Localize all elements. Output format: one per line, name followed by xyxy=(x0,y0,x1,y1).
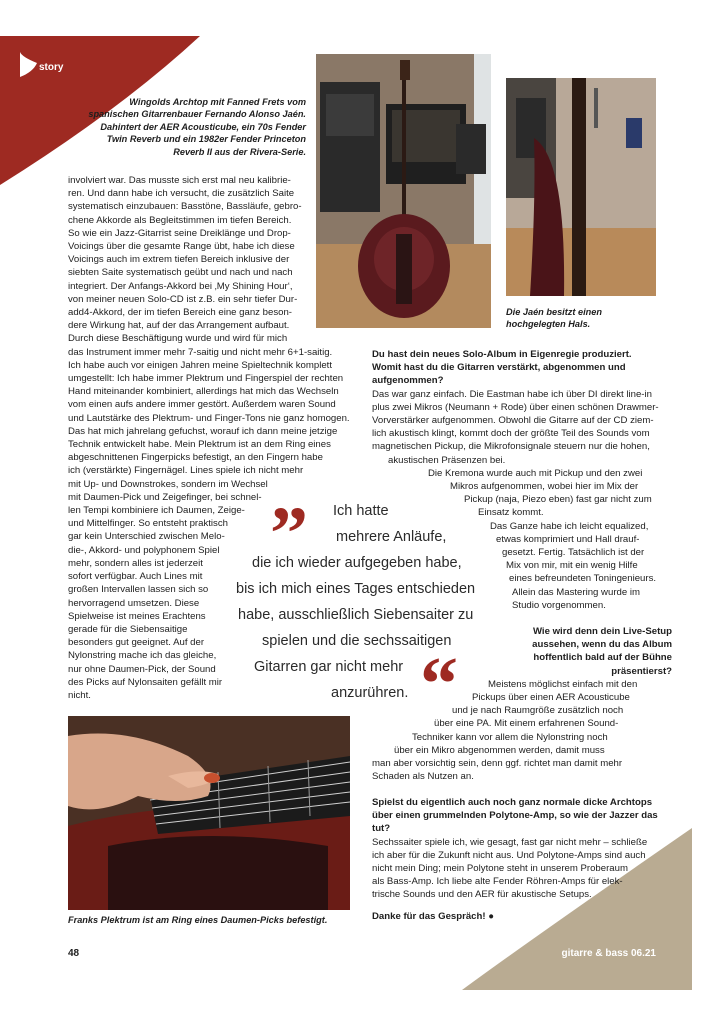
text-line: ren. Und dann habe ich versucht, die zusätzlich Saite xyxy=(68,188,295,200)
text-line: Die Kremona wurde auch mit Pickup und den zwei xyxy=(428,467,643,479)
text-line: Sechssaiter spiele ich, wie gesagt, fast gar nicht mehr – schließe xyxy=(372,836,648,848)
text-line: lich akustisch klingt, kommt doch der größte Teil des Sounds vom xyxy=(372,428,650,440)
caption-side: Die Jaén besitzt einen hochgelegten Hals. xyxy=(506,307,602,330)
question-line: hoffentlich bald auf der Bühne xyxy=(533,652,672,664)
caption-bottom: Franks Plektrum ist am Ring eines Daumen-Picks befestigt. xyxy=(68,915,328,925)
text-line: von meiner neuen Solo-CD ist z.B. ein sehr tiefer Dur- xyxy=(68,293,298,305)
text-line: nur ohne Daumen-Pick, der Sound xyxy=(68,663,216,675)
text-line: abgeschnittenen Fingerpicks befestigt, an den Fingern habe xyxy=(68,452,323,464)
quote-line: Ich hatte xyxy=(333,503,389,519)
quote-line: bis ich mich eines Tages entschieden xyxy=(236,581,476,597)
text-line: Voicings auch im extrem tiefen Bereich inklusive der xyxy=(68,254,290,266)
section-label: story xyxy=(39,62,64,73)
text-line: Spielweise ist meines Erachtens xyxy=(68,610,206,622)
text-line: systematisch einzubauen: Basstöne, Bassläufe, gebro- xyxy=(68,201,302,213)
text-line: vom einen aufs andere immer gestört. Außerdem waren Sound xyxy=(68,399,336,411)
text-line: Einsatz kommt. xyxy=(478,507,544,519)
text-line: und je nach Raumgröße zusätzlich noch xyxy=(452,705,624,717)
text-line: eines befreundeten Toningenieurs. xyxy=(509,573,657,585)
question-line: Spielst du eigentlich auch noch ganz normale dicke Archtops xyxy=(372,797,653,808)
text-line: und Mittelfinger. So entsteht praktisch xyxy=(68,518,228,530)
text-line: chene Akkorde als Begleitstimmen im tiefen Bereich. xyxy=(68,214,292,226)
text-line: Nylonstring mache ich das gleiche, xyxy=(68,650,217,662)
text-line: umgestellt: Ich habe immer Plektrum und Fingerspiel der rechten xyxy=(68,373,344,385)
text-line: des Picks auf Nylonsaiten gefällt mir xyxy=(68,676,223,688)
quote-line: die ich wieder aufgegeben habe, xyxy=(252,555,462,571)
question-line: aussehen, wenn du das Album xyxy=(532,639,672,651)
text-line: als Bass-Amp. Ich liebe alte Fender Röhren-Amps für elek- xyxy=(372,876,623,888)
question-line: tut? xyxy=(372,823,391,835)
text-line: len Tempi kombiniere ich Daumen, Zeige- xyxy=(68,505,245,517)
text-line: etwas komprimiert und Hall drauf- xyxy=(496,533,640,545)
text-line: nicht. xyxy=(68,689,91,701)
text-line: nicht mein Ding; mein Polytone steht in unserem Proberaum xyxy=(372,863,628,875)
text-line: Techniker kann vor allem die Nylonstring noch xyxy=(412,731,608,743)
text-line: ich (verstärkte) Fingernägel. Lines spiele ich nicht mehr xyxy=(68,465,304,477)
text-line: das Instrument immer mehr 7-saitig und nicht mehr 6+1-saitig. xyxy=(68,346,333,358)
quote-line: mehrere Anläufe, xyxy=(336,529,447,545)
text-line: mehr, sondern alles ist jederzeit xyxy=(68,557,203,569)
text-line: Technik entwickelt habe. Mein Plektrum ist an dem Ring eines xyxy=(68,439,331,451)
text-line: Voicings über die gesamte Range übt, habe ich diese xyxy=(68,241,295,253)
quote-open-mark: ” xyxy=(270,492,308,576)
text-line: ich aber für die Zukunft nicht aus. Und Polytone-Amps sind auch xyxy=(372,849,646,861)
text-line: Das hat mich jahrelang gefuchst, worauf ich dann meine jetzige xyxy=(68,425,338,437)
text-line: besonders gut geeignet. Auf der xyxy=(68,637,205,649)
text-line: mit Daumen-Pick und Zeigefinger, bei schnel- xyxy=(68,491,262,503)
text-line: add4-Akkord, der im tiefen Bereich eine ganz beson- xyxy=(68,307,292,319)
text-line: Das Ganze habe ich leicht equalized, xyxy=(490,520,649,532)
text-line: Vorverstärker aufgenommen. Obwohl die Gitarre auf der CD ziem- xyxy=(372,415,654,427)
text-line: mit Up- und Downstrokes, sondern im Wechsel xyxy=(68,478,268,490)
photo-hand-pick xyxy=(68,716,350,910)
text-line: Schaden als Nutzen an. xyxy=(372,771,474,783)
quote-line: habe, ausschließlich Siebensaiter zu xyxy=(238,607,474,623)
text-line: über ein Mikro abgenommen werden, damit muss xyxy=(394,744,605,756)
caption-top: Wingolds Archtop mit Fanned Frets vom spanischen Gitarrenbauer Fernando Alonso Jaén. Dahintert der AER Acousticube, ein 70s Fender Twin Reverb und ein 1982er Fender Princeton Reverb II aus der Rivera-Serie. xyxy=(88,97,306,157)
text-line: siebten Saite systematisch geübt und nach und nach xyxy=(68,267,293,279)
quote-line: spielen und die sechssaitigen xyxy=(262,633,452,649)
question-line: aufgenommen? xyxy=(372,375,444,387)
text-line: Mikros aufgenommen, wobei hier im Mix der xyxy=(450,481,639,493)
photo-guitar-neck xyxy=(506,78,656,296)
text-line: Durch diese Beschäftigung wurde und wird für mich xyxy=(68,333,288,345)
page-number: 48 xyxy=(68,948,80,959)
quote-line: anzurühren. xyxy=(331,685,409,701)
text-line: Hand miteinander kombiniert, allerdings hat mich das Wechseln xyxy=(68,386,339,398)
text-line: sofort verfügbar. Auch Lines mit xyxy=(68,571,203,583)
text-line: plus zwei Mikros (Neumann + Rode) über einen schönen Drawmer- xyxy=(372,401,659,413)
text-line: hervorragend umsetzen. Diese xyxy=(68,597,200,609)
text-line: über eine PA. Mit einem erfahrenen Sound- xyxy=(434,718,619,730)
question-line: Du hast dein neues Solo-Album in Eigenregie produziert. xyxy=(372,349,632,360)
text-line: gar kein Unterschied zwischen Melo- xyxy=(68,531,225,543)
text-line: Meistens möglichst einfach mit den xyxy=(488,678,638,690)
right-column-block-3 xyxy=(372,796,672,923)
question-line: über einen grummelnden Polytone-Amp, so wie der Jazzer das xyxy=(372,810,658,822)
text-line: integriert. Der Anfangs-Akkord bei ‚My Shining Hour‘, xyxy=(68,280,293,292)
question-line: Womit hast du die Gitarren verstärkt, abgenommen und xyxy=(372,362,626,374)
text-line: man aber vorsichtig sein, denn ggf. richtet man damit mehr xyxy=(372,758,623,770)
text-line: So wie ein Jazz-Gitarrist seine Dreiklänge und Drop- xyxy=(68,227,291,239)
text-line: Pickups über einen AER Acousticube xyxy=(472,692,630,704)
text-line: akustischen Präsenzen bei. xyxy=(388,454,506,466)
text-line: großen Intervallen lassen sich so xyxy=(68,584,209,596)
text-line: dere Wirkung hat, auf der das Arrangement aufbaut. xyxy=(68,320,290,332)
text-line: involviert war. Das musste sich erst mal neu kalibrie- xyxy=(68,175,291,186)
text-line: magnetischen Pickup, die Mikrofonsignale steuern nur die hohen, xyxy=(372,441,650,453)
corner-decoration xyxy=(0,0,220,190)
text-line: Das war ganz einfach. Die Eastman habe ich über DI direkt line-in xyxy=(372,388,652,400)
quote-line: Gitarren gar nicht mehr xyxy=(254,659,404,675)
question-line: präsentierst? xyxy=(611,665,672,677)
text-line: Allein das Mastering wurde im xyxy=(512,586,640,598)
text-line: Studio vorgenommen. xyxy=(512,599,606,611)
text-line: Ich habe auch vor einigen Jahren meine Spieltechnik komplett xyxy=(68,359,332,371)
closing-line: Danke für das Gespräch! ● xyxy=(372,910,495,922)
text-line: gerade für die Siebensaitige xyxy=(68,623,188,635)
text-line: trische Sounds und den AER für akustische Setups. xyxy=(372,889,592,901)
text-line: und Lautstärke des Plektrum- und Finger-Tons nie ganz homogen. xyxy=(68,412,350,424)
text-line: Pickup (naja, Piezo eben) fast gar nicht zum xyxy=(464,494,652,506)
question-line: Wie wird denn dein Live-Setup xyxy=(532,626,672,637)
quote-close-mark: “ xyxy=(420,642,458,726)
text-line: die-, Akkord- und polyphonem Spiel xyxy=(68,544,220,556)
text-line: gesetzt. Fertig. Tatsächlich ist der xyxy=(502,547,645,559)
text-line: Mix von mir, mit ein wenig Hilfe xyxy=(506,560,638,572)
magazine-issue: gitarre & bass 06.21 xyxy=(561,948,656,959)
